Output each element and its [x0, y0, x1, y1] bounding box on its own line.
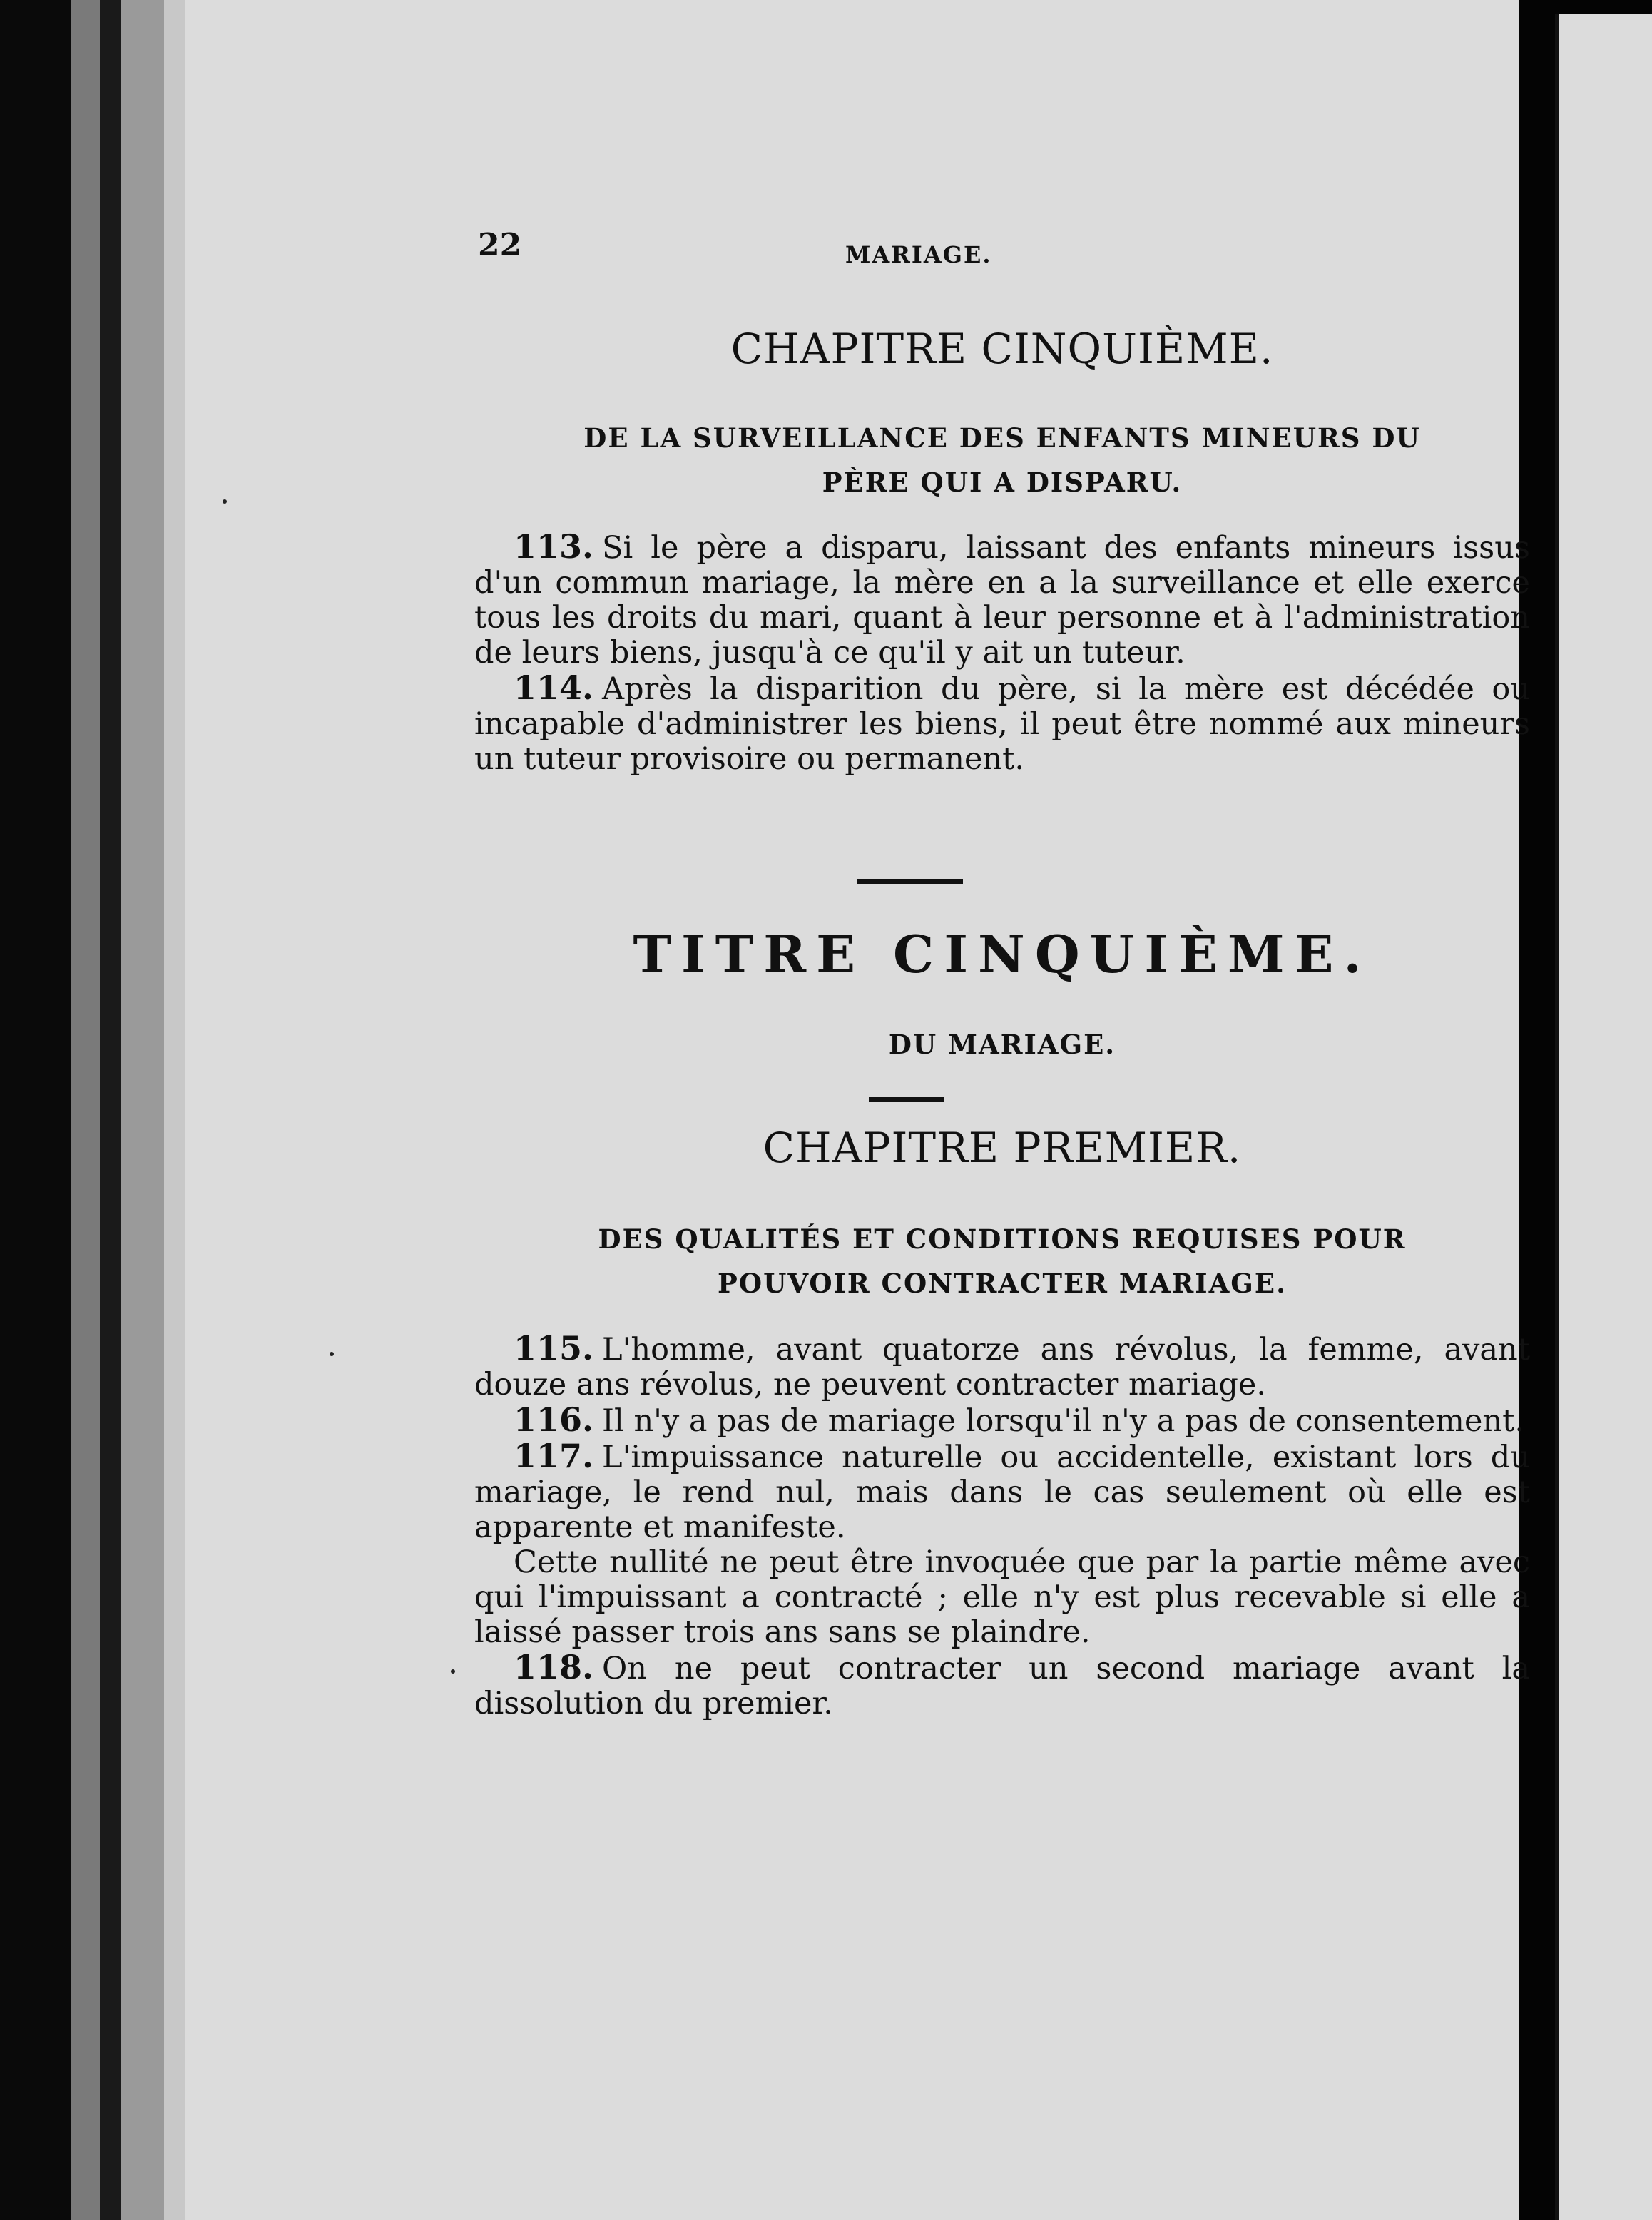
- paper-speck: [223, 499, 227, 504]
- article-text: On ne peut contracter un second mariage avant la dissolution du premier.: [474, 1651, 1530, 1721]
- binding-gap: [100, 0, 121, 2220]
- article-text: L'homme, avant quatorze ans révolus, la femme, avant douze ans révolus, ne peuvent contracter mariage.: [474, 1332, 1530, 1402]
- page-number: 22: [478, 227, 522, 263]
- chapter-1-articles: [474, 1331, 1530, 1721]
- chapter-5-articles: [474, 529, 1530, 777]
- section-rule: [869, 1097, 944, 1102]
- article-paragraph: [474, 1650, 1530, 1721]
- article-text: L'impuissance naturelle ou accidentelle, existant lors du mariage, le rend nul, mais dans le cas seulement où elle est apparente et manifeste.: [474, 1440, 1530, 1545]
- section-heading-line: DE LA SURVEILLANCE DES ENFANTS MINEURS DU: [583, 422, 1421, 454]
- binding-strip: [164, 0, 185, 2220]
- titre-title: TITRE CINQUIÈME.: [633, 924, 1372, 984]
- titre-heading: [474, 924, 1530, 984]
- article-number: 117.: [514, 1437, 594, 1475]
- article-number: 113.: [514, 527, 594, 566]
- chapter-title: CHAPITRE CINQUIÈME.: [730, 325, 1274, 373]
- section-heading-line: DES QUALITÉS ET CONDITIONS REQUISES POUR: [598, 1223, 1407, 1255]
- titre-subheading: [474, 1022, 1530, 1066]
- section-heading-line: POUVOIR CONTRACTER MARIAGE.: [718, 1268, 1287, 1299]
- next-page-edge: [1555, 14, 1652, 2220]
- paper-speck: [330, 1352, 334, 1356]
- article-number: 118.: [514, 1648, 594, 1686]
- running-head: [478, 227, 1548, 270]
- article-number: 114.: [514, 668, 594, 707]
- titre-subtitle: DU MARIAGE.: [888, 1029, 1116, 1060]
- article-paragraph: [474, 1545, 1530, 1650]
- binding-strip: [121, 0, 164, 2220]
- article-paragraph: [474, 1402, 1530, 1439]
- chapter-1-subheading: [474, 1217, 1530, 1305]
- chapter-5-subheading: [474, 416, 1530, 504]
- chapter-5-heading: [474, 325, 1530, 373]
- article-number: 115.: [514, 1329, 594, 1368]
- article-text: Si le père a disparu, laissant des enfants mineurs issus d'un commun mariage, la mère en a la surveillance et elle exerce tous les droits du mari, quant à leur personne et à l'administration de leurs biens, jusqu'à ce qu'il y ait un tuteur.: [474, 530, 1530, 671]
- book-page: [185, 0, 1530, 2220]
- article-paragraph: [474, 1439, 1530, 1545]
- article-text: Après la disparition du père, si la mère est décédée ou incapable d'administrer les biens, il peut être nommé aux mineurs un tuteur provisoire ou permanent.: [474, 671, 1530, 777]
- section-rule: [857, 879, 963, 884]
- article-text: Cette nullité ne peut être invoquée que par la partie même avec qui l'impuissant a contracté ; elle n'y est plus recevable si elle a laissé passer trois ans sans se plaindre.: [474, 1544, 1530, 1650]
- article-text: Il n'y a pas de mariage lorsqu'il n'y a pas de consentement.: [602, 1403, 1525, 1439]
- paper-speck: [451, 1669, 455, 1674]
- article-paragraph: [474, 529, 1530, 671]
- section-heading-line: PÈRE QUI A DISPARU.: [822, 467, 1183, 498]
- binding-strip: [71, 0, 100, 2220]
- article-number: 116.: [514, 1400, 594, 1439]
- chapter-1-heading: [474, 1124, 1530, 1172]
- article-paragraph: [474, 1331, 1530, 1402]
- chapter-title: CHAPITRE PREMIER.: [763, 1124, 1242, 1172]
- article-paragraph: [474, 668, 1530, 777]
- running-title: MARIAGE.: [845, 241, 992, 268]
- binding-shadow: [0, 0, 71, 2220]
